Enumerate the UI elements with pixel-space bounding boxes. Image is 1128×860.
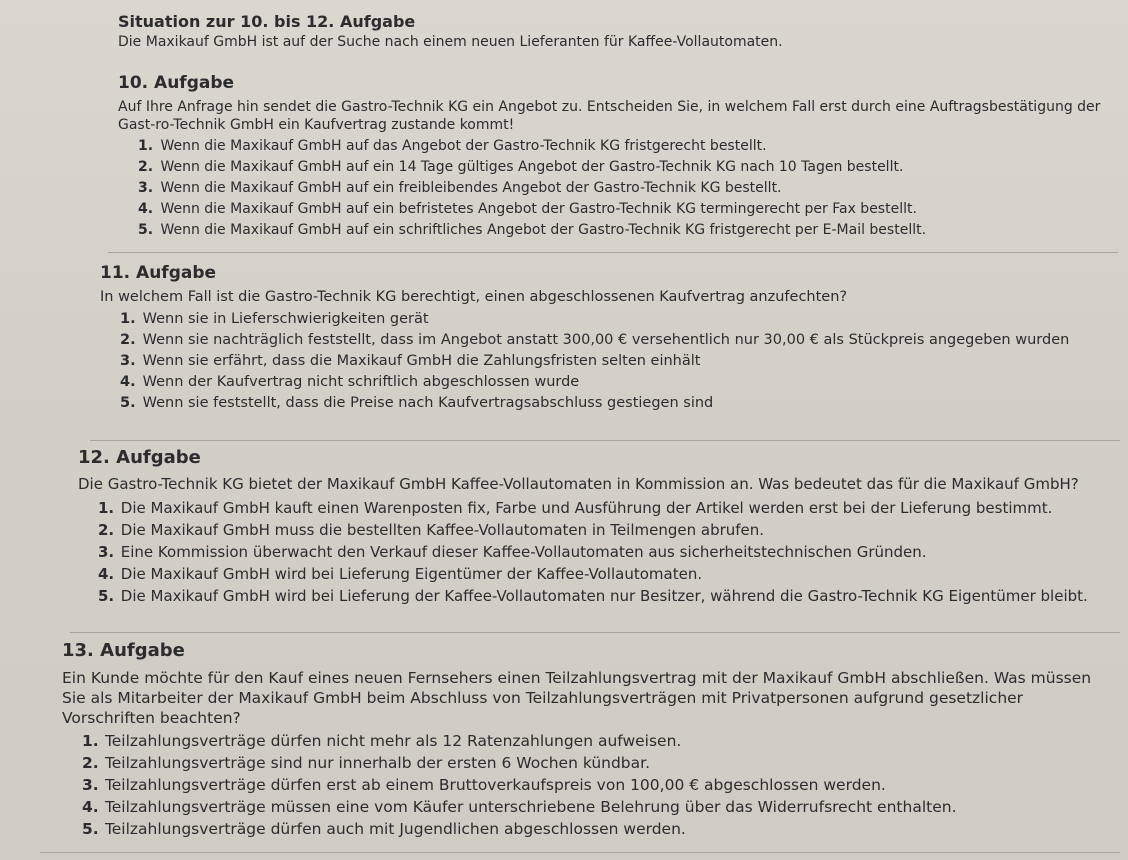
option-number: 2. <box>98 521 115 539</box>
option-number: 4. <box>98 565 115 583</box>
answer-options <box>62 730 1102 840</box>
option-number: 5. <box>98 587 115 605</box>
option-text: Teilzahlungsverträge dürfen nicht mehr als 12 Ratenzahlungen aufweisen. <box>104 732 682 750</box>
task-question: Ein Kunde möchte für den Kauf eines neuen Fernsehers einen Teilzahlungsvertrag mit der Maxikauf GmbH abschließen. Was müssen Sie als Mitarbeiter der Maxikauf GmbH beim Abschluss von Teilzahlungsverträgen mit Privatpersonen aufgrund gesetzlicher Vorschriften beachten? <box>62 669 1092 727</box>
option-number: 3. <box>98 543 115 561</box>
option-text: Wenn der Kaufvertrag nicht schriftlich abgeschlossen wurde <box>142 374 580 390</box>
option-text: Wenn die Maxikauf GmbH auf ein 14 Tage gültiges Angebot der Gastro-Technik KG nach 10 Tagen bestellt. <box>160 159 904 175</box>
answer-options <box>118 136 1128 241</box>
situation-block <box>118 12 1118 52</box>
option-text: Wenn die Maxikauf GmbH auf ein befristetes Angebot der Gastro-Technik KG termingerecht per Fax bestellt. <box>160 201 917 217</box>
option-number: 4. <box>138 201 154 217</box>
answer-options <box>78 497 1118 607</box>
option-number: 2. <box>82 754 99 772</box>
option-number: 5. <box>138 222 154 238</box>
option-text: Teilzahlungsverträge dürfen erst ab einem Bruttoverkaufspreis von 100,00 € abgeschlossen werden. <box>104 776 886 794</box>
option-text: Wenn sie nachträglich feststellt, dass im Angebot anstatt 300,00 € versehentlich nur 30,00 € als Stückpreis angegeben wurden <box>142 332 1070 348</box>
task-title: 11. Aufgabe <box>100 263 217 283</box>
option-text: Wenn sie feststellt, dass die Preise nach Kaufvertragsabschluss gestiegen sind <box>142 395 714 411</box>
answer-option[interactable] <box>98 585 1118 607</box>
answer-option[interactable] <box>120 330 1128 351</box>
option-text: Die Maxikauf GmbH wird bei Lieferung Eigentümer der Kaffee-Vollautomaten. <box>120 565 703 583</box>
option-text: Wenn die Maxikauf GmbH auf ein schriftliches Angebot der Gastro-Technik KG fristgerecht per E-Mail bestellt. <box>160 222 927 238</box>
answer-option[interactable] <box>138 220 1128 241</box>
answer-option[interactable] <box>82 752 1102 774</box>
option-text: Wenn die Maxikauf GmbH auf das Angebot der Gastro-Technik KG fristgerecht bestellt. <box>160 138 767 154</box>
answer-option[interactable] <box>82 774 1102 796</box>
divider <box>90 440 1120 441</box>
task-question: Die Gastro-Technik KG bietet der Maxikauf GmbH Kaffee-Vollautomaten in Kommission an. Was bedeutet das für die Maxikauf GmbH? <box>78 475 1079 493</box>
option-number: 1. <box>138 138 154 154</box>
option-text: Wenn sie erfährt, dass die Maxikauf GmbH die Zahlungsfristen selten einhält <box>142 353 701 369</box>
task-12 <box>78 447 1118 607</box>
option-text: Wenn die Maxikauf GmbH auf ein freibleibendes Angebot der Gastro-Technik KG bestellt. <box>160 180 782 196</box>
answer-option[interactable] <box>138 157 1128 178</box>
answer-option[interactable] <box>98 541 1118 563</box>
option-text: Teilzahlungsverträge sind nur innerhalb der ersten 6 Wochen kündbar. <box>104 754 651 772</box>
option-number: 3. <box>120 353 136 369</box>
answer-option[interactable] <box>82 818 1102 840</box>
answer-option[interactable] <box>120 351 1128 372</box>
situation-text: Die Maxikauf GmbH ist auf der Suche nach einem neuen Lieferanten für Kaffee-Vollautomaten. <box>118 34 783 50</box>
answer-option[interactable] <box>138 178 1128 199</box>
answer-options <box>100 309 1128 414</box>
option-number: 5. <box>82 820 99 838</box>
option-text: Teilzahlungsverträge müssen eine vom Käufer unterschriebene Belehrung über das Widerrufsrecht enthalten. <box>104 798 957 816</box>
answer-option[interactable] <box>82 730 1102 752</box>
option-number: 4. <box>120 374 136 390</box>
option-number: 2. <box>138 159 154 175</box>
task-title: 12. Aufgabe <box>78 447 201 468</box>
option-number: 1. <box>120 311 136 327</box>
answer-option[interactable] <box>98 497 1118 519</box>
option-text: Eine Kommission überwacht den Verkauf dieser Kaffee-Vollautomaten aus sicherheitstechnischen Gründen. <box>120 543 927 561</box>
option-text: Die Maxikauf GmbH wird bei Lieferung der Kaffee-Vollautomaten nur Besitzer, während die Gastro-Technik KG Eigentümer bleibt. <box>120 587 1088 605</box>
task-title: 13. Aufgabe <box>62 640 185 661</box>
divider <box>70 632 1120 633</box>
option-text: Die Maxikauf GmbH kauft einen Warenposten fix, Farbe und Ausführung der Artikel werden erst bei der Lieferung bestimmt. <box>120 499 1053 517</box>
answer-option[interactable] <box>138 136 1128 157</box>
option-number: 3. <box>82 776 99 794</box>
answer-option[interactable] <box>120 372 1128 393</box>
option-number: 2. <box>120 332 136 348</box>
task-13 <box>62 640 1102 840</box>
task-question: Auf Ihre Anfrage hin sendet die Gastro-Technik KG ein Angebot zu. Entscheiden Sie, in welchem Fall erst durch eine Auftragsbestätigung der Gast-ro-Technik GmbH ein Kaufvertrag zustande kommt! <box>118 99 1101 133</box>
option-text: Teilzahlungsverträge dürfen auch mit Jugendlichen abgeschlossen werden. <box>104 820 686 838</box>
answer-option[interactable] <box>98 563 1118 585</box>
option-text: Wenn sie in Lieferschwierigkeiten gerät <box>142 311 429 327</box>
task-title: 10. Aufgabe <box>118 73 235 93</box>
task-11 <box>100 262 1128 414</box>
answer-option[interactable] <box>138 199 1128 220</box>
divider <box>108 252 1118 253</box>
situation-title: Situation zur 10. bis 12. Aufgabe <box>118 12 416 31</box>
divider <box>40 852 1120 853</box>
answer-option[interactable] <box>120 393 1128 414</box>
task-question: In welchem Fall ist die Gastro-Technik KG berechtigt, einen abgeschlossenen Kaufvertrag anzufechten? <box>100 289 848 305</box>
option-number: 1. <box>82 732 99 750</box>
option-text: Die Maxikauf GmbH muss die bestellten Kaffee-Vollautomaten in Teilmengen abrufen. <box>120 521 765 539</box>
option-number: 3. <box>138 180 154 196</box>
option-number: 5. <box>120 395 136 411</box>
answer-option[interactable] <box>98 519 1118 541</box>
task-10 <box>118 72 1128 241</box>
answer-option[interactable] <box>120 309 1128 330</box>
answer-option[interactable] <box>82 796 1102 818</box>
option-number: 1. <box>98 499 115 517</box>
option-number: 4. <box>82 798 99 816</box>
